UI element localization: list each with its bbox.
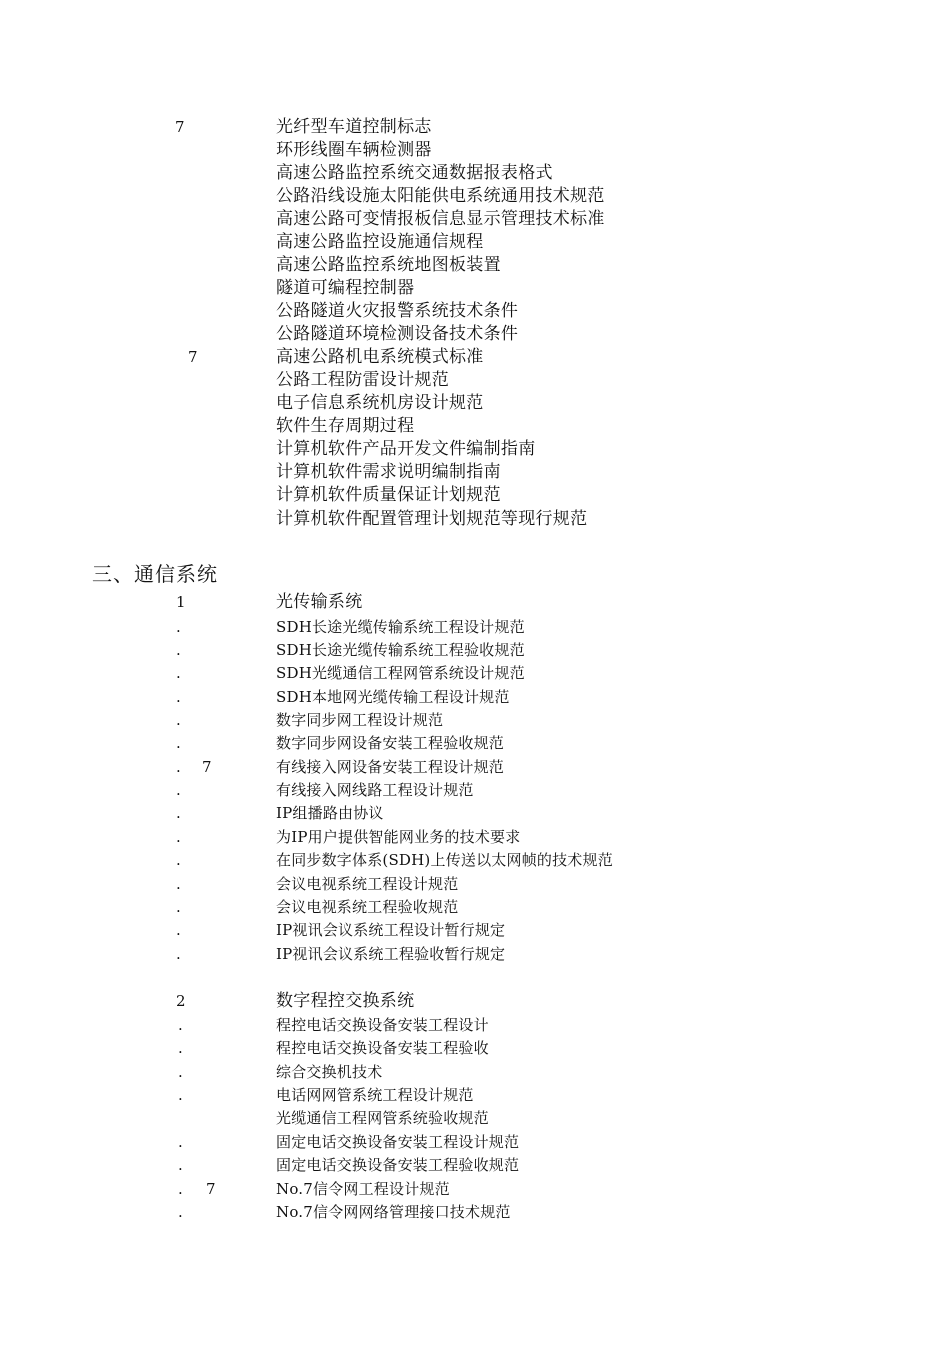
item-text: 光纤型车道控制标志: [276, 117, 432, 137]
item-marker: .: [178, 1180, 183, 1198]
item-text: 有线接入网设备安装工程设计规范: [276, 758, 505, 776]
group-header: [0, 591, 950, 614]
item-marker: .: [176, 641, 181, 659]
item-marker: 7: [175, 118, 185, 136]
item-marker: .: [176, 618, 181, 636]
list-item: [0, 461, 950, 484]
list-item: [0, 919, 950, 942]
item-text: 光缆通信工程网管系统验收规范: [276, 1109, 489, 1127]
list-item: [0, 1107, 950, 1130]
item-marker: .: [176, 734, 181, 752]
item-marker: .: [178, 1086, 183, 1104]
item-marker: .: [176, 758, 181, 776]
item-text: SDH光缆通信工程网管系统设计规范: [276, 664, 525, 682]
item-text: SDH长途光缆传输系统工程设计规范: [276, 618, 525, 636]
group-title: 数字程控交换系统: [276, 991, 415, 1011]
list-item: [0, 1201, 950, 1224]
list-item: [0, 231, 950, 254]
list-item: [0, 116, 950, 139]
item-text: 高速公路机电系统模式标准: [276, 347, 484, 367]
item-text: 隧道可编程控制器: [276, 278, 415, 298]
item-marker: .: [178, 1203, 183, 1221]
item-marker: .: [176, 875, 181, 893]
list-item: [0, 826, 950, 849]
item-text: 公路隧道火灾报警系统技术条件: [276, 301, 519, 321]
list-item: [0, 277, 950, 300]
item-marker: .: [176, 921, 181, 939]
item-text: 高速公路可变情报板信息显示管理技术标准: [276, 209, 605, 229]
item-text: 公路沿线设施太阳能供电系统通用技术规范: [276, 186, 605, 206]
list-item: [0, 616, 950, 639]
item-text: 公路隧道环境检测设备技术条件: [276, 324, 519, 344]
list-item: [0, 662, 950, 685]
list-item: [0, 756, 950, 779]
list-item: [0, 508, 950, 531]
list-item: [0, 943, 950, 966]
item-text: 在同步数字体系(SDH)上传送以太网帧的技术规范: [276, 851, 613, 869]
item-text: 程控电话交换设备安装工程验收: [276, 1039, 489, 1057]
item-text: IP视讯会议系统工程设计暂行规定: [276, 921, 506, 939]
item-marker: .: [178, 1156, 183, 1174]
item-marker: .: [176, 664, 181, 682]
group-title: 光传输系统: [276, 592, 363, 612]
item-text: 高速公路监控系统交通数据报表格式: [276, 163, 553, 183]
item-text: 固定电话交换设备安装工程验收规范: [276, 1156, 520, 1174]
item-text: 综合交换机技术: [276, 1063, 383, 1081]
list-item: [0, 896, 950, 919]
list-item: [0, 162, 950, 185]
item-text: IP视讯会议系统工程验收暂行规定: [276, 945, 506, 963]
item-marker: .: [176, 851, 181, 869]
item-text: 计算机软件质量保证计划规范: [276, 485, 501, 505]
item-text: SDH本地网光缆传输工程设计规范: [276, 688, 510, 706]
list-item: [0, 779, 950, 802]
item-text: 公路工程防雷设计规范: [276, 370, 449, 390]
list-item: [0, 415, 950, 438]
list-item: [0, 732, 950, 755]
list-item: [0, 139, 950, 162]
item-text: 固定电话交换设备安装工程设计规范: [276, 1133, 520, 1151]
item-text: 为IP用户提供智能网业务的技术要求: [276, 828, 521, 846]
list-item: [0, 369, 950, 392]
item-text: 软件生存周期过程: [276, 416, 415, 436]
item-text: 电话网网管系统工程设计规范: [276, 1086, 474, 1104]
list-item: [0, 438, 950, 461]
list-item: [0, 208, 950, 231]
item-text: No.7信令网工程设计规范: [276, 1180, 450, 1198]
list-item: [0, 686, 950, 709]
item-text: 高速公路监控设施通信规程: [276, 232, 484, 252]
list-item: [0, 484, 950, 507]
item-marker: .: [176, 688, 181, 706]
list-item: [0, 873, 950, 896]
list-item: [0, 323, 950, 346]
item-marker: .: [178, 1016, 183, 1034]
list-item: [0, 1154, 950, 1177]
item-text: 数字同步网工程设计规范: [276, 711, 444, 729]
group-header: [0, 990, 950, 1013]
section-heading: 三、通信系统: [92, 562, 218, 586]
list-item: [0, 346, 950, 369]
group-number: 1: [176, 593, 186, 611]
item-marker: .: [178, 1133, 183, 1151]
item-text: 计算机软件需求说明编制指南: [276, 462, 501, 482]
item-extra-marker: 7: [206, 1180, 216, 1198]
item-text: 程控电话交换设备安装工程设计: [276, 1016, 489, 1034]
item-marker: .: [178, 1039, 183, 1057]
item-text: SDH长途光缆传输系统工程验收规范: [276, 641, 525, 659]
list-item: [0, 639, 950, 662]
group-number: 2: [176, 992, 186, 1010]
item-text: 高速公路监控系统地图板装置: [276, 255, 501, 275]
list-item: [0, 1014, 950, 1037]
item-marker: .: [176, 828, 181, 846]
list-item: [0, 1061, 950, 1084]
item-marker: 7: [188, 348, 198, 366]
item-marker: .: [176, 781, 181, 799]
item-text: 有线接入网线路工程设计规范: [276, 781, 474, 799]
list-item: [0, 392, 950, 415]
item-text: 计算机软件配置管理计划规范等现行规范: [276, 509, 588, 529]
list-item: [0, 1084, 950, 1107]
list-item: [0, 1131, 950, 1154]
item-text: No.7信令网网络管理接口技术规范: [276, 1203, 511, 1221]
item-marker: .: [176, 804, 181, 822]
item-text: 会议电视系统工程设计规范: [276, 875, 459, 893]
list-item: [0, 849, 950, 872]
list-item: [0, 300, 950, 323]
item-marker: .: [176, 945, 181, 963]
item-text: 计算机软件产品开发文件编制指南: [276, 439, 536, 459]
list-item: [0, 1037, 950, 1060]
item-text: 会议电视系统工程验收规范: [276, 898, 459, 916]
item-marker: .: [176, 711, 181, 729]
list-item: [0, 254, 950, 277]
item-text: 数字同步网设备安装工程验收规范: [276, 734, 505, 752]
list-item: [0, 185, 950, 208]
list-item: [0, 1178, 950, 1201]
list-item: [0, 802, 950, 825]
item-text: 环形线圈车辆检测器: [276, 140, 432, 160]
item-marker: .: [178, 1063, 183, 1081]
item-text: IP组播路由协议: [276, 804, 384, 822]
item-marker: .: [176, 898, 181, 916]
list-item: [0, 709, 950, 732]
item-text: 电子信息系统机房设计规范: [276, 393, 484, 413]
item-extra-marker: 7: [202, 758, 212, 776]
